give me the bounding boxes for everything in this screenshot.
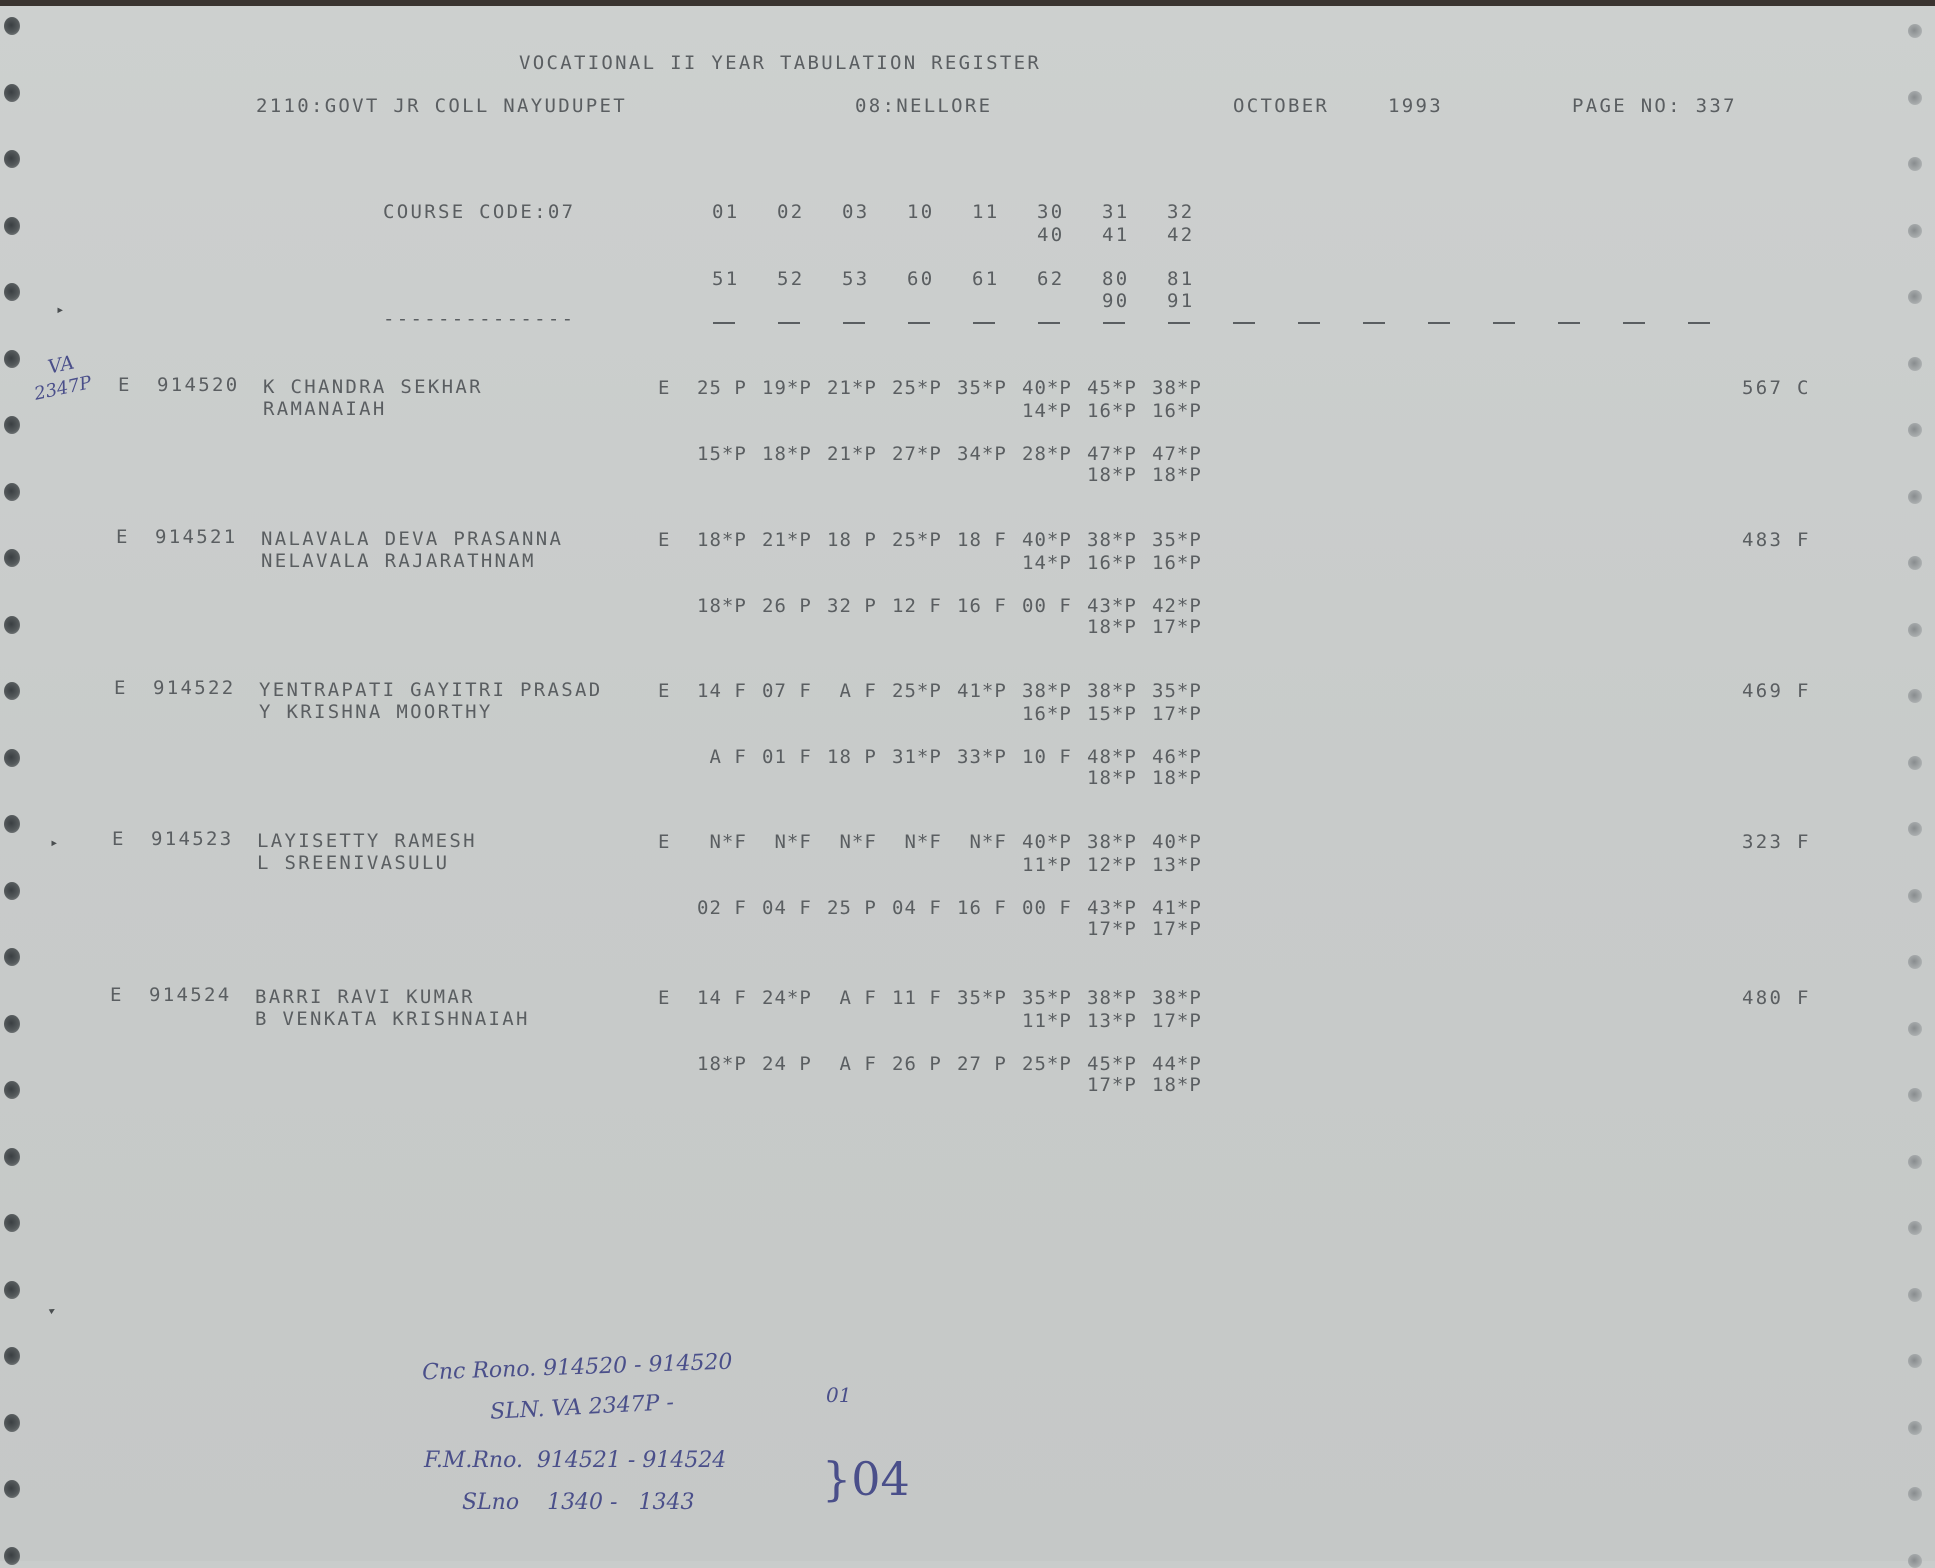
subject-mark: 35*P	[1152, 529, 1202, 551]
feed-hole	[1908, 1487, 1922, 1501]
subject-mark: 18*P	[697, 529, 747, 551]
feed-hole	[4, 84, 20, 102]
feed-hole	[4, 682, 20, 700]
feed-hole	[1908, 357, 1922, 371]
subject-mark: N*F	[827, 831, 877, 853]
total-result: 480 F	[1742, 987, 1811, 1009]
subject-code: 53	[842, 268, 870, 290]
subject-mark: 33*P	[957, 746, 1007, 768]
subject-mark: 25*P	[1022, 1053, 1072, 1075]
subject-mark: 38*P	[1152, 987, 1202, 1009]
separator-dash	[1428, 322, 1450, 324]
feed-hole	[4, 1281, 20, 1299]
father-name: NELAVALA RAJARATHNAM	[261, 550, 536, 572]
separator-dash	[1233, 322, 1255, 324]
feed-hole	[1908, 1221, 1922, 1235]
subject-mark: 00 F	[1022, 897, 1072, 919]
feed-hole	[4, 217, 20, 235]
student-name: BARRI RAVI KUMAR	[255, 986, 475, 1008]
subject-code: 02	[777, 201, 805, 223]
subject-mark: 14*P	[1022, 400, 1072, 422]
feed-hole	[1908, 623, 1922, 637]
subject-mark: 15*P	[1087, 703, 1137, 725]
group-code: E	[110, 984, 124, 1006]
subject-mark: 17*P	[1152, 1010, 1202, 1032]
subject-mark: 16*P	[1022, 703, 1072, 725]
subject-mark: 11*P	[1022, 1010, 1072, 1032]
paper-top-edge	[0, 0, 1935, 6]
student-name: NALAVALA DEVA PRASANNA	[261, 528, 564, 550]
feed-hole	[4, 1414, 20, 1432]
handwritten-sln: SLN. VA 2347P -	[489, 1390, 675, 1425]
feed-hole	[4, 283, 20, 301]
subject-mark: 18*P	[1087, 767, 1137, 789]
feed-hole	[1908, 689, 1922, 703]
subject-mark: 18*P	[697, 1053, 747, 1075]
subject-mark: 38*P	[1087, 680, 1137, 702]
subject-mark: 21*P	[762, 529, 812, 551]
feed-hole	[1908, 91, 1922, 105]
feed-hole	[4, 749, 20, 767]
feed-hole	[1908, 224, 1922, 238]
feed-hole	[4, 416, 20, 434]
subject-mark: 38*P	[1087, 529, 1137, 551]
separator-dash	[1688, 322, 1710, 324]
subject-mark: 18 P	[827, 529, 877, 551]
subject-code: 60	[907, 268, 935, 290]
separator-dash	[778, 322, 800, 324]
student-name: YENTRAPATI GAYITRI PRASAD	[259, 679, 603, 701]
subject-code: 61	[972, 268, 1000, 290]
subject-mark: 25 P	[827, 897, 877, 919]
separator-dash	[1168, 322, 1190, 324]
subject-mark: 14 F	[697, 680, 747, 702]
district: 08:NELLORE	[855, 95, 993, 117]
subject-mark: 38*P	[1022, 680, 1072, 702]
group-code: E	[114, 677, 128, 699]
separator-dash	[1363, 322, 1385, 324]
subject-code: 03	[842, 201, 870, 223]
subject-mark: 40*P	[1022, 831, 1072, 853]
feed-hole	[4, 1480, 20, 1498]
subject-mark: 44*P	[1152, 1053, 1202, 1075]
subject-mark: N*F	[892, 831, 942, 853]
subject-mark: 13*P	[1087, 1010, 1137, 1032]
subject-mark: 25*P	[892, 680, 942, 702]
subject-mark: 26 P	[892, 1053, 942, 1075]
subject-mark: 18*P	[1152, 1074, 1202, 1096]
subject-mark: 24*P	[762, 987, 812, 1009]
exam-year: 1993	[1388, 95, 1443, 117]
subject-code: 81	[1167, 268, 1195, 290]
subject-mark: 41*P	[1152, 897, 1202, 919]
subject-code: 62	[1037, 268, 1065, 290]
subject-mark: 40*P	[1022, 529, 1072, 551]
subject-mark: 19*P	[762, 377, 812, 399]
subject-mark: 10 F	[1022, 746, 1072, 768]
subject-mark: 45*P	[1087, 1053, 1137, 1075]
feed-hole	[4, 483, 20, 501]
subject-mark: 16*P	[1152, 552, 1202, 574]
subject-code: 11	[972, 201, 1000, 223]
father-name: L SREENIVASULU	[257, 852, 450, 874]
tick-mark: ▸	[44, 1300, 60, 1320]
subject-mark: 45*P	[1087, 377, 1137, 399]
subject-mark: 18*P	[1087, 616, 1137, 638]
subject-mark: 16 F	[957, 595, 1007, 617]
father-name: RAMANAIAH	[263, 398, 387, 420]
roll-number: 914521	[155, 526, 238, 548]
subject-mark: 47*P	[1152, 443, 1202, 465]
subject-code: 52	[777, 268, 805, 290]
subject-code: 51	[712, 268, 740, 290]
subject-code: 10	[907, 201, 935, 223]
student-name: LAYISETTY RAMESH	[257, 830, 477, 852]
margin-note-number: 2347P	[32, 372, 94, 405]
course-underline: --------------	[383, 308, 576, 330]
feed-hole	[4, 1214, 20, 1232]
subject-mark: 18*P	[1087, 464, 1137, 486]
tick-mark: ▸	[50, 835, 59, 851]
subject-mark: 35*P	[1022, 987, 1072, 1009]
feed-hole	[4, 350, 20, 368]
subject-mark: 40*P	[1152, 831, 1202, 853]
exam-month: OCTOBER	[1233, 95, 1330, 117]
subject-code: 31	[1102, 201, 1130, 223]
subject-mark: 00 F	[1022, 595, 1072, 617]
subject-mark: 24 P	[762, 1053, 812, 1075]
feed-hole	[4, 1148, 20, 1166]
medium-code: E	[658, 987, 672, 1009]
subject-mark: 43*P	[1087, 897, 1137, 919]
separator-dash	[1038, 322, 1060, 324]
roll-number: 914523	[151, 828, 234, 850]
father-name: Y KRISHNA MOORTHY	[259, 701, 493, 723]
margin-note-va: VA	[45, 351, 77, 379]
subject-code: 42	[1167, 224, 1195, 246]
subject-mark: 17*P	[1087, 918, 1137, 940]
separator-dash	[973, 322, 995, 324]
medium-code: E	[658, 831, 672, 853]
subject-mark: 47*P	[1087, 443, 1137, 465]
subject-mark: 13*P	[1152, 854, 1202, 876]
subject-mark: 11 F	[892, 987, 942, 1009]
subject-mark: N*F	[762, 831, 812, 853]
handwritten-cnc-count: 01	[826, 1383, 852, 1407]
subject-code: 32	[1167, 201, 1195, 223]
subject-mark: 16 F	[957, 897, 1007, 919]
subject-mark: 28*P	[1022, 443, 1072, 465]
handwritten-brace-count: }04	[822, 1452, 910, 1506]
tick-mark: ▸	[56, 302, 65, 318]
subject-mark: A F	[827, 987, 877, 1009]
subject-mark: 21*P	[827, 443, 877, 465]
medium-code: E	[658, 377, 672, 399]
subject-mark: 17*P	[1152, 616, 1202, 638]
group-code: E	[118, 374, 132, 396]
separator-dash	[843, 322, 865, 324]
feed-hole	[1908, 1155, 1922, 1169]
subject-mark: A F	[827, 680, 877, 702]
handwritten-cnc-roll: Cnc Rono. 914520 - 914520	[421, 1349, 733, 1386]
roll-number: 914520	[157, 374, 240, 396]
subject-mark: 07 F	[762, 680, 812, 702]
subject-mark: 48*P	[1087, 746, 1137, 768]
subject-mark: 32 P	[827, 595, 877, 617]
subject-mark: 42*P	[1152, 595, 1202, 617]
subject-mark: 38*P	[1087, 987, 1137, 1009]
subject-mark: 27 P	[957, 1053, 1007, 1075]
subject-mark: 12*P	[1087, 854, 1137, 876]
separator-dash	[1623, 322, 1645, 324]
feed-hole	[1908, 756, 1922, 770]
separator-dash	[1103, 322, 1125, 324]
subject-code: 91	[1167, 290, 1195, 312]
page-number: PAGE NO: 337	[1572, 95, 1737, 117]
feed-hole	[4, 815, 20, 833]
subject-mark: 35*P	[957, 987, 1007, 1009]
subject-code: 80	[1102, 268, 1130, 290]
subject-mark: 14*P	[1022, 552, 1072, 574]
college-name: 2110:GOVT JR COLL NAYUDUPET	[256, 95, 627, 117]
subject-code: 40	[1037, 224, 1065, 246]
feed-hole	[1908, 1088, 1922, 1102]
subject-mark: A F	[697, 746, 747, 768]
roll-number: 914522	[153, 677, 236, 699]
subject-mark: 11*P	[1022, 854, 1072, 876]
total-result: 483 F	[1742, 529, 1811, 551]
subject-mark: 35*P	[1152, 680, 1202, 702]
handwritten-sl-numbers: SLno 1340 - 1343	[462, 1490, 695, 1515]
feed-hole	[1908, 556, 1922, 570]
subject-mark: 16*P	[1152, 400, 1202, 422]
subject-mark: 35*P	[957, 377, 1007, 399]
subject-mark: 25 P	[697, 377, 747, 399]
subject-mark: 16*P	[1087, 400, 1137, 422]
subject-mark: 26 P	[762, 595, 812, 617]
separator-dash	[1558, 322, 1580, 324]
subject-mark: 18*P	[762, 443, 812, 465]
subject-mark: 38*P	[1152, 377, 1202, 399]
feed-hole	[4, 549, 20, 567]
feed-hole	[4, 882, 20, 900]
subject-mark: 17*P	[1087, 1074, 1137, 1096]
student-name: K CHANDRA SEKHAR	[263, 376, 483, 398]
roll-number: 914524	[149, 984, 232, 1006]
separator-dash	[908, 322, 930, 324]
separator-dash	[1493, 322, 1515, 324]
feed-hole	[1908, 157, 1922, 171]
subject-mark: N*F	[697, 831, 747, 853]
feed-hole	[4, 17, 20, 35]
feed-hole	[1908, 822, 1922, 836]
subject-mark: 17*P	[1152, 703, 1202, 725]
subject-mark: N*F	[957, 831, 1007, 853]
separator-dash	[713, 322, 735, 324]
subject-mark: 40*P	[1022, 377, 1072, 399]
feed-hole	[1908, 1354, 1922, 1368]
feed-hole	[1908, 955, 1922, 969]
subject-mark: 25*P	[892, 529, 942, 551]
subject-mark: 04 F	[762, 897, 812, 919]
feed-hole	[4, 616, 20, 634]
feed-hole	[1908, 423, 1922, 437]
subject-code: 90	[1102, 290, 1130, 312]
course-code: COURSE CODE:07	[383, 201, 576, 223]
register-title: VOCATIONAL II YEAR TABULATION REGISTER	[519, 52, 1042, 74]
father-name: B VENKATA KRISHNAIAH	[255, 1008, 530, 1030]
group-code: E	[112, 828, 126, 850]
subject-mark: 38*P	[1087, 831, 1137, 853]
subject-code: 01	[712, 201, 740, 223]
subject-mark: 18*P	[1152, 767, 1202, 789]
medium-code: E	[658, 529, 672, 551]
feed-hole	[4, 1347, 20, 1365]
subject-mark: 27*P	[892, 443, 942, 465]
feed-hole	[1908, 1288, 1922, 1302]
feed-hole	[4, 150, 20, 168]
feed-hole	[1908, 1022, 1922, 1036]
separator-dash	[1298, 322, 1320, 324]
feed-hole	[1908, 490, 1922, 504]
subject-mark: 21*P	[827, 377, 877, 399]
subject-mark: 18*P	[697, 595, 747, 617]
subject-mark: 12 F	[892, 595, 942, 617]
subject-mark: 17*P	[1152, 918, 1202, 940]
subject-mark: 18 P	[827, 746, 877, 768]
feed-hole	[1908, 889, 1922, 903]
total-result: 469 F	[1742, 680, 1811, 702]
feed-hole	[4, 1081, 20, 1099]
feed-hole	[1908, 290, 1922, 304]
total-result: 567 C	[1742, 377, 1811, 399]
handwritten-fm-roll: F.M.Rno. 914521 - 914524	[424, 1448, 727, 1473]
feed-hole	[1908, 24, 1922, 38]
total-result: 323 F	[1742, 831, 1811, 853]
subject-mark: 01 F	[762, 746, 812, 768]
feed-hole	[1908, 1421, 1922, 1435]
subject-mark: 14 F	[697, 987, 747, 1009]
feed-hole	[4, 948, 20, 966]
subject-code: 30	[1037, 201, 1065, 223]
subject-mark: 16*P	[1087, 552, 1137, 574]
subject-mark: 46*P	[1152, 746, 1202, 768]
group-code: E	[116, 526, 130, 548]
subject-mark: 31*P	[892, 746, 942, 768]
subject-mark: 25*P	[892, 377, 942, 399]
subject-mark: A F	[827, 1053, 877, 1075]
subject-mark: 18*P	[1152, 464, 1202, 486]
subject-mark: 18 F	[957, 529, 1007, 551]
subject-mark: 34*P	[957, 443, 1007, 465]
subject-mark: 41*P	[957, 680, 1007, 702]
subject-mark: 04 F	[892, 897, 942, 919]
feed-hole	[4, 1015, 20, 1033]
subject-mark: 02 F	[697, 897, 747, 919]
feed-hole	[4, 1547, 20, 1565]
subject-mark: 43*P	[1087, 595, 1137, 617]
medium-code: E	[658, 680, 672, 702]
subject-code: 41	[1102, 224, 1130, 246]
subject-mark: 15*P	[697, 443, 747, 465]
